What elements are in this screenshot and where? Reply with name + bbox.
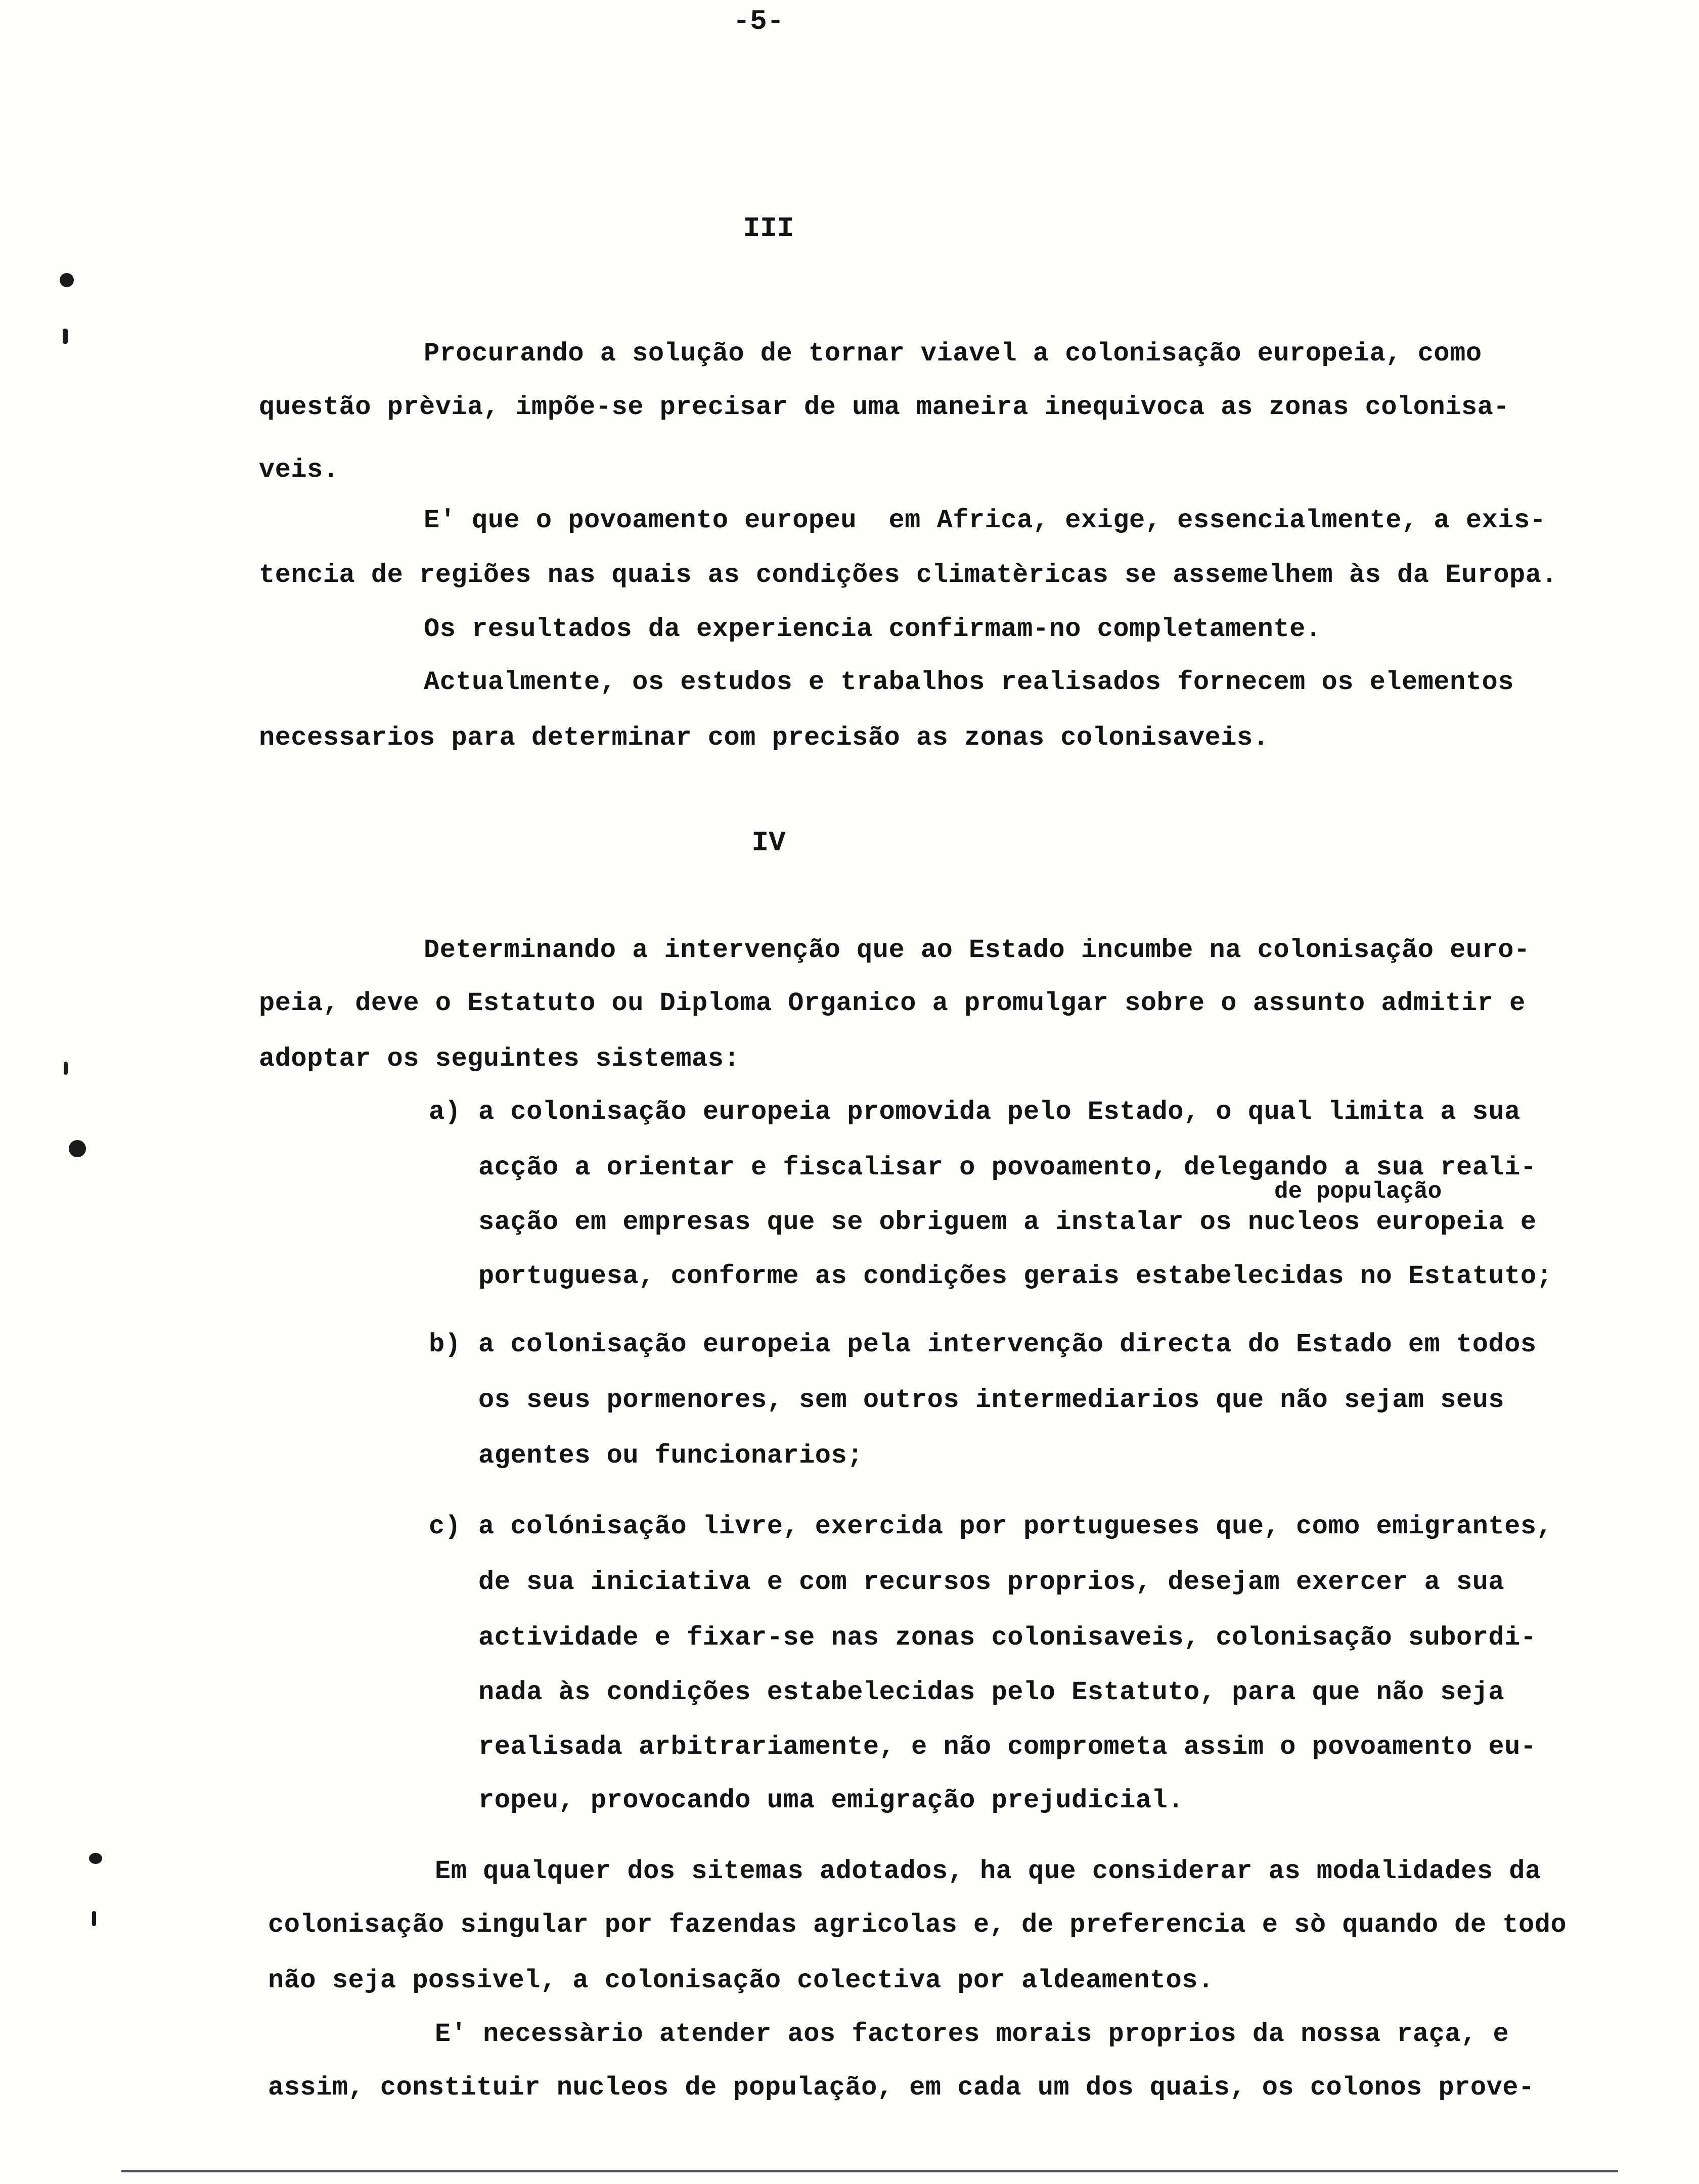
margin-speck: [64, 1062, 68, 1075]
margin-speck: [92, 1911, 96, 1926]
binder-hole-mark: [89, 1853, 102, 1864]
list-item-line: de sua iniciativa e com recursos proprios, desejam exercer a sua: [478, 1567, 1505, 1597]
list-marker-c: c): [429, 1512, 461, 1541]
section-heading-iii: III: [743, 212, 794, 245]
binder-hole-mark: [60, 273, 74, 287]
list-marker-a: a): [429, 1097, 461, 1127]
section-heading-iv: IV: [751, 827, 786, 859]
text-line: não seja possivel, a colonisação colectiva por aldeamentos.: [268, 1966, 1214, 1995]
list-item-line: realisada arbitrariamente, e não comprometa assim o povoamento eu-: [478, 1732, 1537, 1762]
list-item-line: agentes ou funcionarios;: [478, 1441, 863, 1471]
text-line: Em qualquer dos sitemas adotados, ha que considerar as modalidades da: [435, 1856, 1541, 1886]
text-line: tencia de regiões nas quais as condições climatèricas se assemelhem às da Europa.: [259, 560, 1558, 590]
text-line: E' que o povoamento europeu em Africa, exige, essencialmente, a exis-: [424, 506, 1546, 535]
page-number: -5-: [733, 5, 784, 37]
list-item-line: actividade e fixar-se nas zonas colonisaveis, colonisação subordi-: [478, 1623, 1537, 1653]
list-item-line: portuguesa, conforme as condições gerais estabelecidas no Estatuto;: [478, 1261, 1553, 1291]
interlinear-insertion: de população: [1274, 1178, 1442, 1205]
list-item-line: a colónisação livre, exercida por portugueses que, como emigrantes,: [478, 1512, 1553, 1541]
margin-speck: [63, 329, 68, 344]
list-item-line: ropeu, provocando uma emigração prejudicial.: [478, 1786, 1184, 1815]
list-marker-b: b): [429, 1330, 461, 1359]
list-item-line: acção a orientar e fiscalisar o povoamento, delegando a sua reali-: [478, 1153, 1537, 1182]
text-line: veis.: [259, 455, 339, 485]
bottom-rule: [121, 2170, 1618, 2172]
list-item-line: os seus pormenores, sem outros intermediarios que não sejam seus: [478, 1385, 1505, 1415]
text-line: Actualmente, os estudos e trabalhos realisados fornecem os elementos: [424, 667, 1514, 697]
text-line: Procurando a solução de tornar viavel a colonisação europeia, como: [424, 339, 1482, 369]
binder-hole-mark: [69, 1140, 86, 1157]
text-line: E' necessàrio atender aos factores morais proprios da nossa raça, e: [435, 2019, 1509, 2049]
text-line: colonisação singular por fazendas agricolas e, de preferencia e sò quando de todo: [268, 1910, 1567, 1940]
list-item-line: nada às condições estabelecidas pelo Estatuto, para que não seja: [478, 1677, 1505, 1707]
text-line: questão prèvia, impõe-se precisar de uma maneira inequivoca as zonas colonisa-: [259, 392, 1509, 422]
list-item-line: sação em empresas que se obriguem a instalar os nucleos europeia e: [478, 1207, 1537, 1237]
text-line: Determinando a intervenção que ao Estado incumbe na colonisação euro-: [424, 935, 1530, 965]
text-line: necessarios para determinar com precisão as zonas colonisaveis.: [259, 723, 1269, 753]
text-line: assim, constituir nucleos de população, em cada um dos quais, os colonos prove-: [268, 2073, 1535, 2103]
text-line: adoptar os seguintes sistemas:: [259, 1044, 740, 1074]
list-item-line: a colonisação europeia promovida pelo Estado, o qual limita a sua: [478, 1097, 1521, 1127]
list-item-line: a colonisação europeia pela intervenção directa do Estado em todos: [478, 1330, 1537, 1359]
text-line: Os resultados da experiencia confirmam-no completamente.: [424, 614, 1322, 644]
text-line: peia, deve o Estatuto ou Diploma Organico a promulgar sobre o assunto admitir e: [259, 988, 1526, 1018]
